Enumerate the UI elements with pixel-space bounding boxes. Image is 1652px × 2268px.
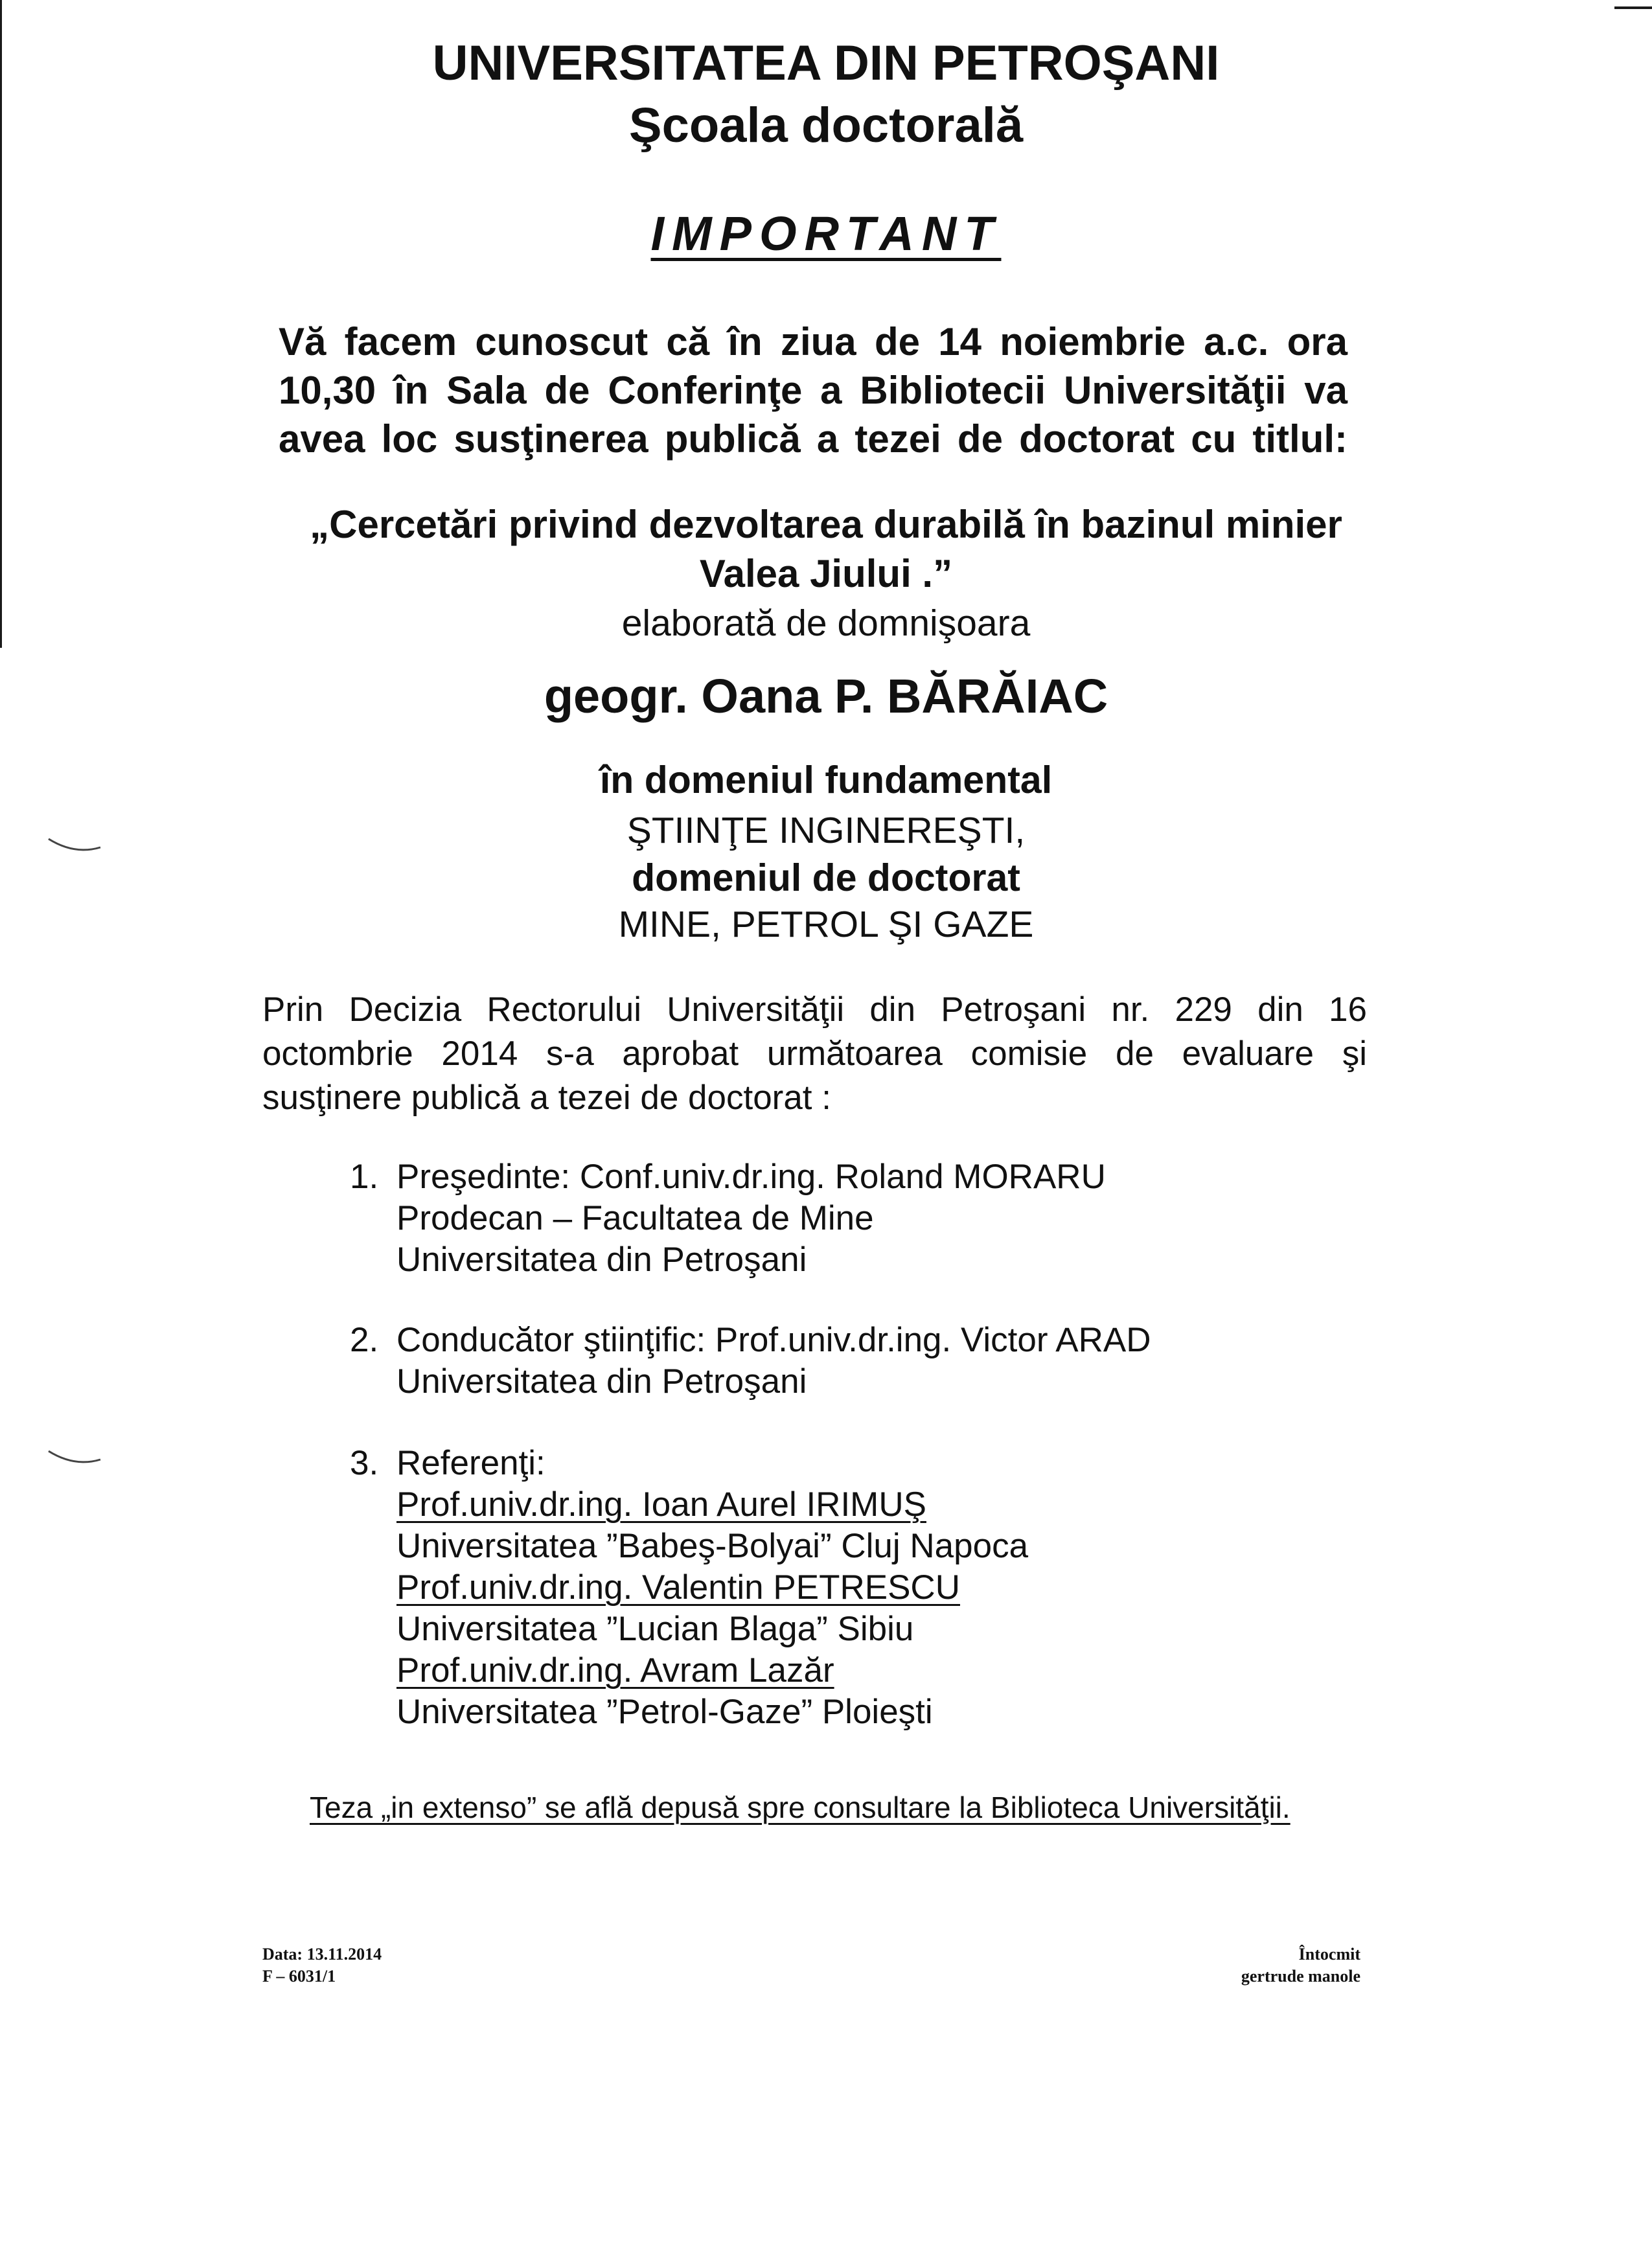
fundamental-domain-label: în domeniul fundamental: [599, 759, 1053, 801]
doctorate-domain-value: MINE, PETROL ŞI GAZE: [618, 904, 1034, 945]
fundamental-domain-value: ŞTIINŢE INGINEREŞTI,: [626, 810, 1026, 851]
doctorate-domain-label: domeniul de doctorat: [632, 856, 1020, 899]
committee-item-2: [396, 1320, 1151, 1403]
prepared-by: gertrude manole: [1241, 1967, 1360, 1986]
important-heading: IMPORTANT: [650, 207, 1002, 260]
announcement-line-3: avea loc susţinerea publică a tezei de doctorat cu titlul:: [279, 417, 1348, 461]
decision-line-3: susţinere publică a tezei de doctorat :: [262, 1079, 831, 1117]
elaborated-by: elaborată de domnişoara: [621, 602, 1031, 644]
referent-1-university: Universitatea ”Babeş-Bolyai” Cluj Napoca: [396, 1527, 1029, 1565]
decision-line-2: octombrie 2014 s-a aprobat următoarea comisie de evaluare şi: [262, 1035, 1367, 1073]
announcement: [279, 317, 1348, 463]
committee-item-1: [396, 1156, 1106, 1281]
announcement-line-1: Vă facem cunoscut că în ziua de 14 noiembrie a.c. ora: [279, 320, 1348, 363]
committee-item-number: 1.: [350, 1158, 379, 1196]
doctoral-school: Şcoala doctorală: [628, 98, 1024, 153]
footer-form-code: F – 6031/1: [262, 1967, 336, 1986]
supervisor-line: Conducător ştiinţific: Prof.univ.dr.ing. Victor ARAD: [396, 1321, 1151, 1359]
thesis-note: [310, 1788, 1291, 1827]
president-role: Prodecan – Facultatea de Mine: [396, 1199, 874, 1237]
footer-left: [262, 1943, 382, 1987]
committee-item-3: [396, 1443, 1028, 1733]
footer-right: [1153, 1943, 1360, 1987]
referent-3-name: Prof.univ.dr.ing. Avram Lazăr: [396, 1651, 834, 1690]
referent-2-name: Prof.univ.dr.ing. Valentin PETRESCU: [396, 1568, 960, 1607]
referents-label: Referenţi:: [396, 1444, 545, 1482]
supervisor-university: Universitatea din Petroşani: [396, 1362, 807, 1401]
referent-3-university: Universitatea ”Petrol-Gaze” Ploieşti: [396, 1693, 933, 1731]
committee-item-number: 2.: [350, 1321, 379, 1359]
decision-paragraph: [262, 988, 1367, 1120]
thesis-title-line-1: „Cercetări privind dezvoltarea durabilă în bazinul minier: [310, 503, 1342, 546]
footer-date: Data: 13.11.2014: [262, 1945, 382, 1964]
announcement-line-2: 10,30 în Sala de Conferinţe a Bibliotecii Universităţii va: [279, 369, 1348, 412]
president-line: Preşedinte: Conf.univ.dr.ing. Roland MORARU: [396, 1158, 1106, 1196]
punch-mark-2: [45, 1448, 104, 1467]
referent-1-name: Prof.univ.dr.ing. Ioan Aurel IRIMUŞ: [396, 1485, 926, 1524]
prepared-label: Întocmit: [1298, 1945, 1360, 1964]
scan-edge-top-right: [1614, 6, 1652, 9]
referent-2-university: Universitatea ”Lucian Blaga” Sibiu: [396, 1610, 914, 1648]
decision-line-1: Prin Decizia Rectorului Universităţii din Petroşani nr. 229 din 16: [262, 991, 1367, 1029]
thesis-title-line-2: Valea Jiului .”: [699, 552, 953, 595]
thesis-note-text: Teza „in extenso” se află depusă spre consultare la Biblioteca Universităţii.: [310, 1791, 1291, 1824]
president-university: Universitatea din Petroşani: [396, 1241, 807, 1279]
committee-item-number: 3.: [350, 1444, 379, 1482]
author-name: geogr. Oana P. BĂRĂIAC: [544, 669, 1108, 723]
university-name: UNIVERSITATEA DIN PETROŞANI: [432, 36, 1220, 91]
